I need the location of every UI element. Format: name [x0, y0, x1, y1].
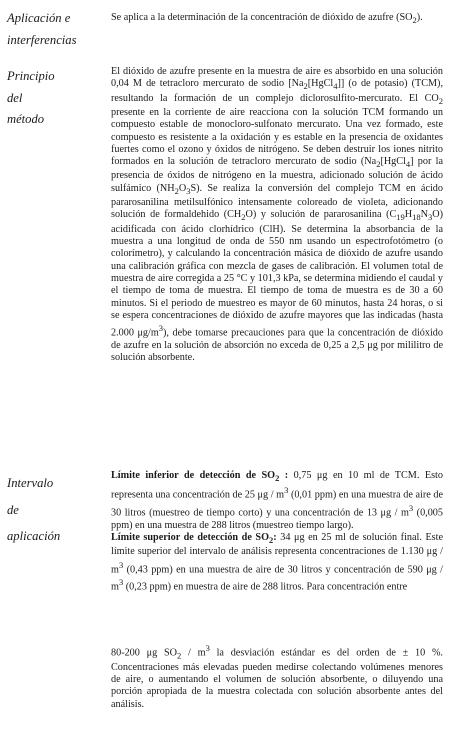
subscript: 3 [186, 185, 191, 196]
text-run: presente en la corriente de aire reacciona con la solución TCM formando un compuesto estable de monocloro-sulfonato mercurato. Una vez formado, este compuesto es resistente a la oxidación y es estable en la presencia de oxidantes fuertes como el ozono y óxidos de nitrógeno. Se deben destruir los iones nitrito formados en la solución de tetracloro mercurato de sodio (Na [111, 106, 443, 168]
superscript: 3 [205, 643, 210, 653]
text-run: O) acidificada con ácido clorhídrico (ClH). Se determina la absorbancia de la muestra a una longitud de onda de 550 nm usando un espectrofotómetro (o colorímetro), y calculando la concentración másica de dióxido de azufre usando una calibración gráfica con mezcla de gases de calibración. El volumen total de muestra de aire corregida a 25 °C y 101,3 kPa, se determina midiendo el caudal y el tiempo de toma de muestra. El tiempo de toma de muestra es de 30 a 60 minutos. Si el periodo de muestreo es mayor de 60 minutos, hasta 24 horas, o si se espera concentraciones de dióxido de azufre mayores que las indicadas (hasta 2.000 μg/m [111, 209, 443, 339]
text-run: S). Se realiza la conversión del complejo TCM en ácido pararosanilina metilsulfónico intensamente coloreado de violeta, adicionando solución de formaldehido (CH [111, 182, 443, 221]
subscript: 4 [405, 159, 411, 170]
paragraph-limite-superior [111, 532, 443, 594]
text-run: Límite inferior de detección de SO [111, 470, 276, 481]
label-aplicacion [7, 8, 99, 51]
subscript: 2 [174, 185, 179, 196]
subscript: 3 [427, 212, 433, 223]
label-line: Aplicación e [7, 11, 71, 25]
text-run: H [404, 209, 413, 221]
bold-heading [111, 532, 277, 546]
text-run: Se aplica a la determinación de la concentración de dióxido de azufre (SO [111, 12, 413, 23]
text-run: [HgCl [380, 156, 406, 168]
text-run: ), debe tomarse precauciones para que la concentración de dióxido de azufre en la solución de absorción no exceda de 0,25 a 2,5 μg por mililitro de solución absorbente. [111, 327, 443, 364]
text-run: 0,75 μg en 10 ml de TCM. Esto representa una concentración de 25 μg / m [111, 470, 443, 501]
label-line: Intervalo [7, 476, 54, 490]
subscript: 2 [412, 15, 417, 26]
label-line: aplicación [7, 529, 61, 543]
text-run: N [420, 209, 428, 221]
text-run: (0,005 ppm) en una muestra de 288 litros (muestreo tiempo largo). [111, 507, 443, 531]
text-run: : [279, 470, 289, 481]
text-intervalo-continuacion [111, 642, 443, 711]
label-intervalo [7, 473, 99, 548]
text-run: : [273, 532, 277, 543]
text-run: (0,01 ppm) en una muestra de aire de 30 litros (muestreo de tiempo corto) y una concentración de 13 μg / m [111, 489, 443, 519]
text-run: ]] (o de potasio) (TCM), resultando la formación de un complejo diclorosulfito-mercurato. El CO [111, 78, 443, 104]
text-run: la desviación estándar es del orden de ± 10 %. Concentraciones más elevadas pueden medirse colectando volúmenes menores de aire, o aumentando el volumen de solución absorbente, o diluyendo una porción apropiada de la muestra colectada con solución absorbente antes del análisis. [111, 647, 443, 710]
text-run: / m [181, 647, 206, 659]
superscript: 3 [284, 485, 289, 496]
text-run: [HgCl [307, 78, 334, 90]
label-line: Principio [7, 69, 55, 83]
label-line: de [7, 502, 19, 517]
subscript: 18 [412, 212, 421, 223]
subscript: 4 [333, 81, 338, 92]
label-line: del [7, 90, 23, 105]
label-line: método [7, 112, 45, 126]
subscript: 2 [177, 650, 182, 661]
text-principio [111, 66, 443, 364]
text-run: (0,23 ppm) en muestra de aire de 288 litros. Para concentración entre [123, 581, 408, 593]
subscript: 2 [269, 535, 274, 546]
text-run: Límite superior de detección de SO [111, 532, 270, 543]
superscript: 3 [118, 577, 124, 588]
text-run: ). [416, 12, 423, 23]
subscript: 2 [303, 81, 308, 92]
text-run: O) y solución de pararosanilina (C [245, 209, 397, 221]
text-run: 80-200 μg SO [111, 647, 177, 659]
text-run: El dióxido de azufre presente en la muestra de aire es absorbido en una solución 0,04 M de tetracloro mercurato de sodio [Na [111, 66, 443, 90]
subscript: 2 [438, 95, 443, 106]
subscript: 19 [396, 212, 405, 223]
subscript: 2 [376, 159, 381, 170]
label-principio [7, 66, 99, 131]
text-aplicacion [111, 12, 443, 26]
subscript: 2 [275, 473, 280, 484]
text-run: (0,43 ppm) en una muestra de aire de 30 litros y concentración de 590 μg / m [111, 564, 443, 593]
text-run: 34 μg en 25 ml de solución final. Este límite superior del intervalo de análisis representa concentraciones de 1.130 μg / m [111, 532, 443, 576]
text-intervalo [111, 470, 443, 594]
text-run: O [178, 182, 187, 194]
superscript: 3 [158, 323, 164, 334]
text-run: ] por la presencia de óxidos de nitrógeno en la muestra, adicionado solución de ácido sulfámico (NH [111, 156, 443, 194]
superscript: 3 [118, 559, 124, 570]
superscript: 3 [408, 503, 414, 514]
paragraph-limite-inferior [111, 470, 443, 532]
subscript: 2 [241, 212, 246, 223]
bold-heading [111, 470, 289, 484]
label-line: interferencias [7, 32, 77, 47]
